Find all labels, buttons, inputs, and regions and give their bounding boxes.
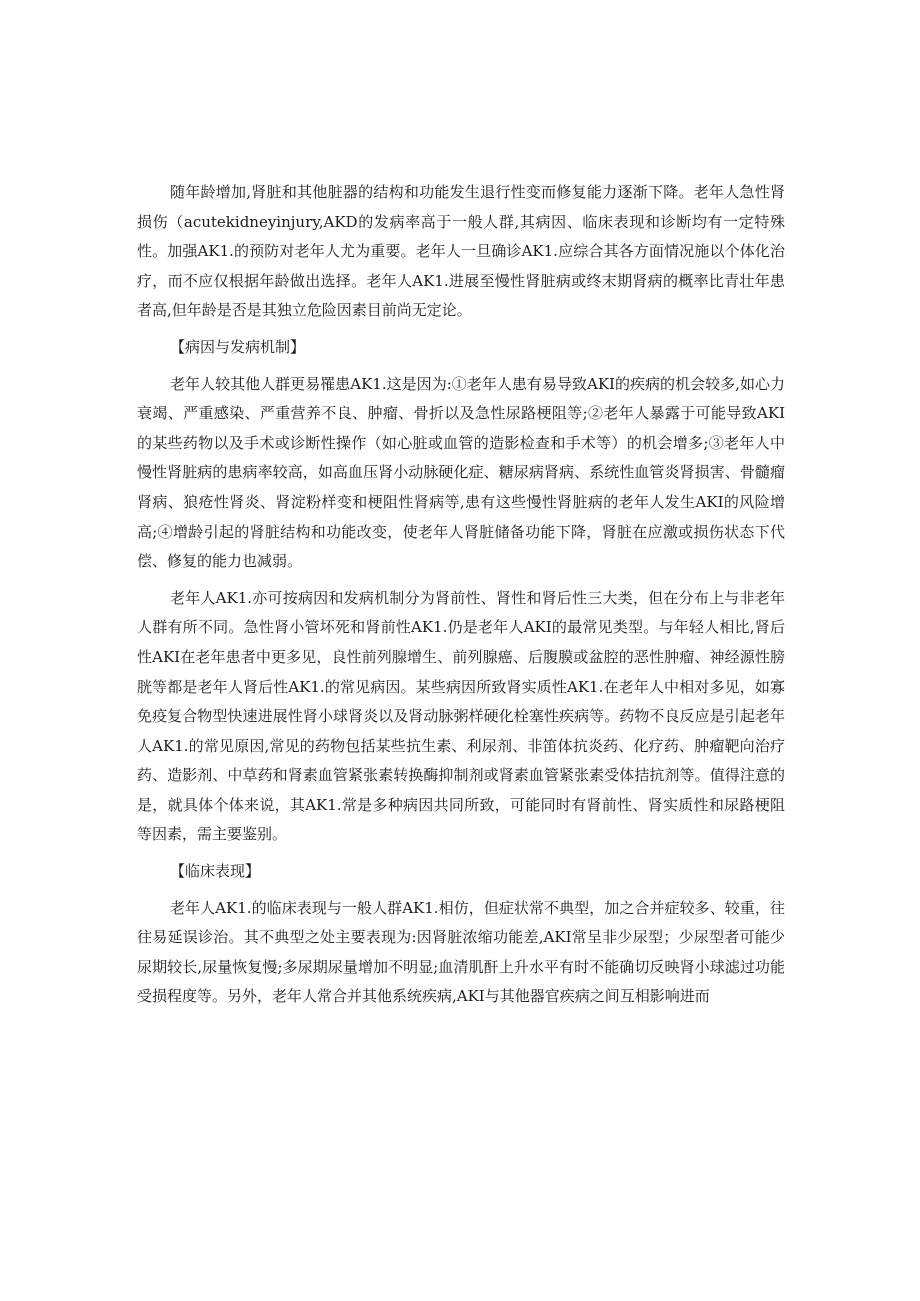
paragraph-etiology-reasons: 老年人较其他人群更易罹患AK1.这是因为:①老年人患有易导致AKI的疾病的机会较多,如心力衰竭、严重感染、严重营养不良、肿瘤、骨折以及急性尿路梗阻等;②老年人暴露于可能导致AKI的某些药物以及手术或诊断性操作（如心脏或血管的造影检查和手术等）的机会增多;③老年人中慢性肾脏病的患病率较高，如高血压肾小动脉硬化症、糖尿病肾病、系统性血管炎肾损害、骨髓瘤肾病、狼疮性肾炎、肾淀粉样变和梗阻性肾病等,患有这些慢性肾脏病的老年人发生AKI的风险增高;④增龄引起的肾脏结构和功能改变，使老年人肾脏储备功能下降，肾脏在应激或损伤状态下代偿、修复的能力也减弱。 bbox=[137, 374, 785, 571]
section-heading-clinical: 【临床表现】 bbox=[170, 862, 261, 881]
paragraph-etiology-classification: 老年人AK1.亦可按病因和发病机制分为肾前性、肾性和肾后性三大类，但在分布上与非老年人群有所不同。急性肾小管坏死和肾前性AK1.仍是老年人AKI的最常见类型。与年轻人相比,肾后性AKI在老年患者中更多见，良性前列腺增生、前列腺癌、后腹膜或盆腔的恶性肿瘤、神经源性膀胱等都是老年人肾后性AK1.的常见病因。某些病因所致肾实质性AK1.在老年人中相对多见，如寡免疫复合物型快速进展性肾小球肾炎以及肾动脉粥样硬化栓塞性疾病等。药物不良反应是引起老年人AK1.的常见原因,常见的药物包括某些抗生素、利尿剂、非笛体抗炎药、化疗药、肿瘤靶向治疗药、造影剂、中草药和肾素血管紧张素转换酶抑制剂或肾素血管紧张素受体拮抗剂等。值得注意的是，就具体个体来说，其AK1.常是多种病因共同所致，可能同时有肾前性、肾实质性和尿路梗阻等因素，需主要鉴别。 bbox=[137, 588, 785, 844]
document-body bbox=[137, 178, 785, 1019]
paragraph-clinical: 老年人AK1.的临床表现与一般人群AK1.相仿，但症状常不典型，加之合并症较多、较重，往往易延误诊治。其不典型之处主要表现为:因肾脏浓缩功能差,AKI常呈非少尿型；少尿型者可能少尿期较长,尿量恢复慢;多尿期尿量增加不明显;血清肌酐上升水平有时不能确切反映肾小球滤过功能受损程度等。另外，老年人常合并其他系统疾病,AKI与其他器官疾病之间互相影响进而 bbox=[137, 898, 785, 1006]
paragraph-intro: 随年龄增加,肾脏和其他脏器的结构和功能发生退行性变而修复能力逐渐下降。老年人急性肾损伤（acutekidneyinjury,AKD的发病率高于一般人群,其病因、临床表现和诊断均有一定特殊性。加强AK1.的预防对老年人尤为重要。老年人一旦确诊AK1.应综合其各方面情况施以个体化治疗，而不应仅根据年龄做出选择。老年人AK1.进展至慢性肾脏病或终末期肾病的概率比青壮年患者高,但年龄是否是其独立危险因素目前尚无定论。 bbox=[137, 183, 785, 320]
section-heading-etiology: 【病因与发病机制】 bbox=[170, 337, 306, 356]
